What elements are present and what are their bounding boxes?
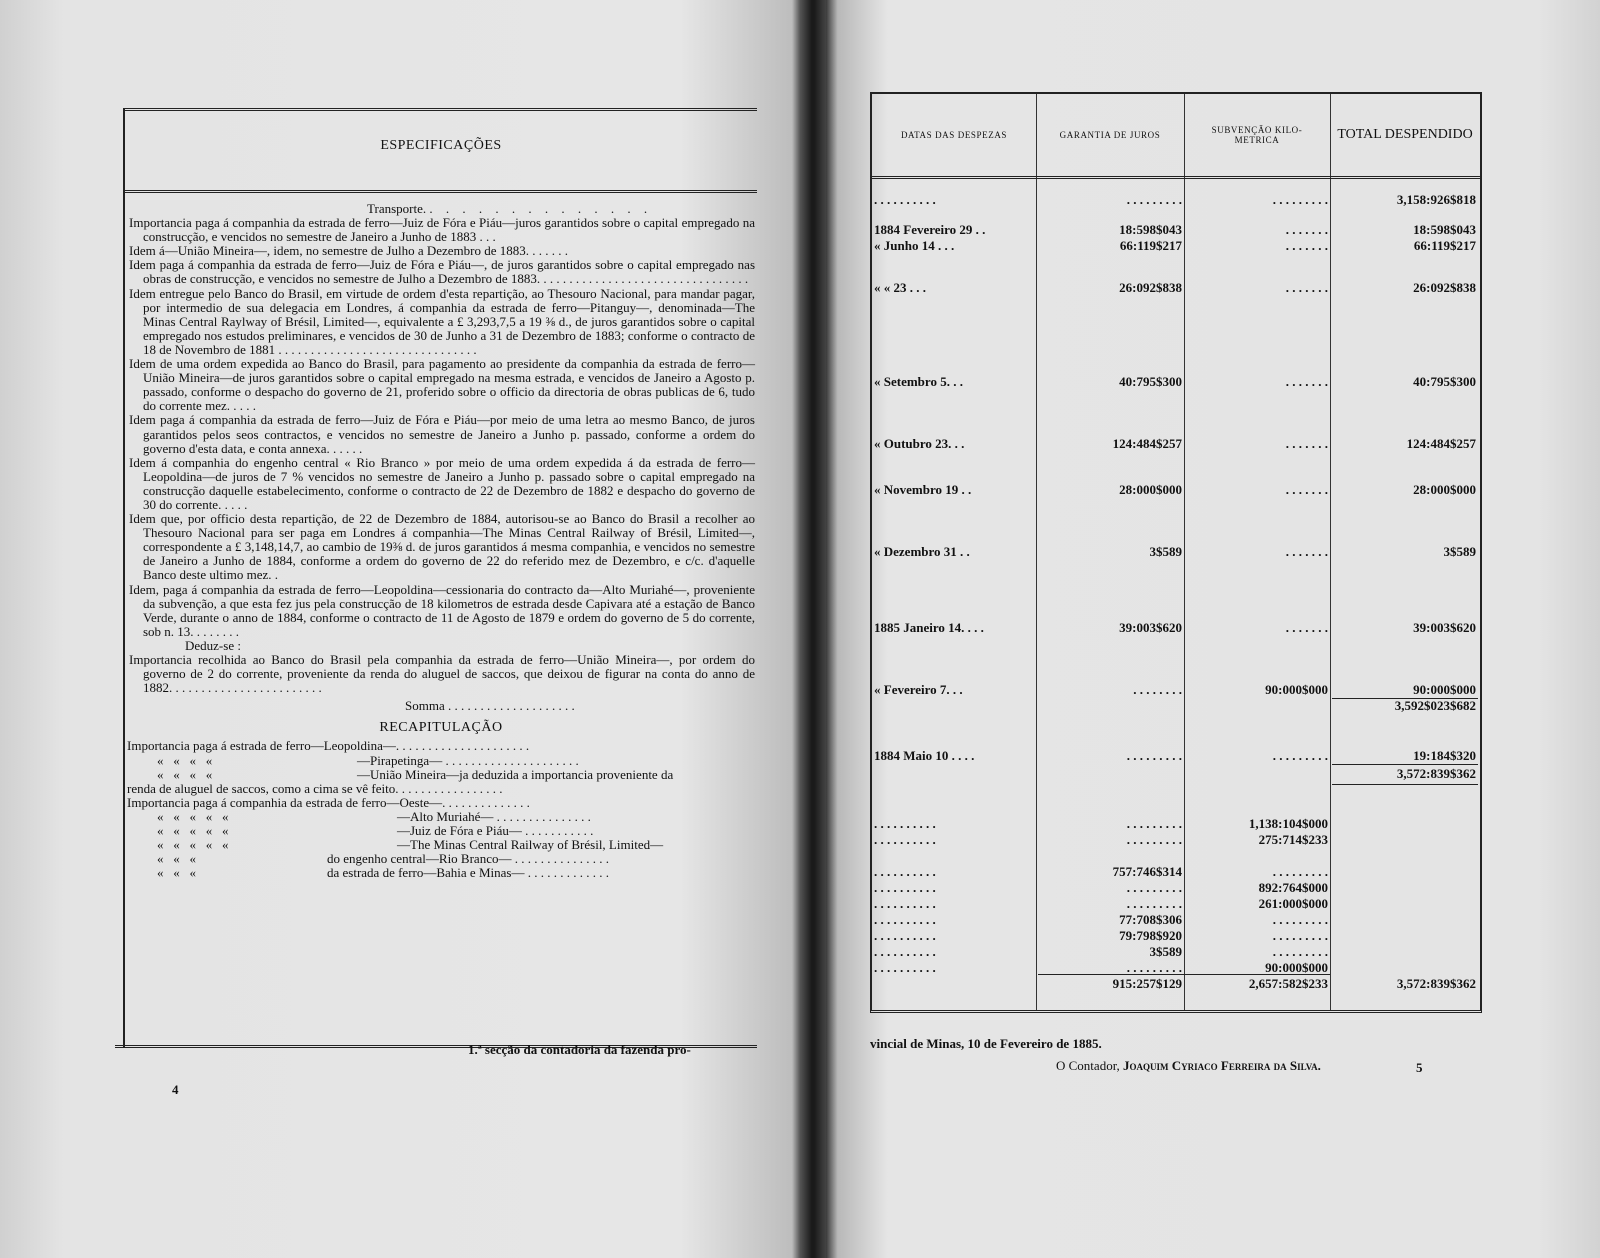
header-subvencao: SUBVENÇÃO KILO-METRICA (1211, 125, 1303, 145)
recap-text: —Alto Muriahé— . . . . . . . . . . . . . . . (397, 809, 591, 824)
recap-dots: . . . . . . . . . . (874, 928, 936, 943)
specifications-body (127, 202, 755, 880)
date-cell: « Fevereiro 7. . . (874, 682, 963, 697)
subtotal-cell: 3,592$023$682 (1394, 698, 1476, 713)
subvencao-cell: . . . . . . . (1285, 280, 1328, 295)
entry-9: Idem, paga á companhia da estrada de ferro—Leopoldina—cessionaria do contracto da—Alto Muriahé—, proveniente da subvenção, a que esta fez jus pela construcção de 18 kilometros de estrada desde Capivara até a estação de Banco Verde, durante o anno de 1884, conforme o contracto de 11 de Agosto de 1879 e ordem do governo de 5 do corrente, sob n. 13. . . . . . . . (129, 581, 755, 639)
recap-total-despendido: 3,572:839$362 (1396, 976, 1476, 991)
transport-line: Transporte. . . . . . . . . . . . . . . (367, 201, 653, 216)
total-cell: 18:598$043 (1413, 222, 1476, 237)
garantia-cell: 124:484$257 (1112, 436, 1182, 451)
total-cell: 39:003$620 (1413, 620, 1476, 635)
header-dates: DATAS DAS DESPEZAS (900, 130, 1008, 140)
recap-garantia: . . . . . . . . . (1126, 832, 1182, 847)
deduz-garantia-cell: . . . . . . . . . (1126, 748, 1182, 763)
garantia-cell: 28:000$000 (1119, 482, 1182, 497)
ditto-marks: « « « « « (157, 809, 229, 824)
subvencao-cell: . . . . . . . (1285, 620, 1328, 635)
specifications-frame (123, 108, 757, 1048)
header-garantia: GARANTIA DE JUROS (1059, 130, 1161, 140)
recap-subvencao: 261:000$000 (1258, 896, 1328, 911)
recap-text: Importancia paga á estrada de ferro—Leopoldina—. . . . . . . . . . . . . . . . . . . . . (127, 739, 530, 754)
subvencao-cell: . . . . . . . . . (1272, 192, 1328, 207)
ditto-marks: « « « « (157, 753, 213, 768)
ditto-marks: « « « « (157, 767, 213, 782)
deduz-total-cell: 19:184$320 (1413, 748, 1476, 763)
date-cell: 1884 Fevereiro 29 . . (874, 222, 986, 237)
subvencao-cell: . . . . . . . (1285, 222, 1328, 237)
recap-text: Importancia paga á companhia da estrada de ferro—Oeste—. . . . . . . . . . . . . . (127, 795, 530, 810)
recap-total-subvencao: 2,657:582$233 (1248, 976, 1328, 991)
expenses-table (870, 92, 1482, 1013)
recap-total-garantia: 915:257$129 (1112, 976, 1182, 991)
recap-dots: . . . . . . . . . . (874, 880, 936, 895)
recap-list (127, 739, 755, 880)
garantia-cell: 40:795$300 (1119, 374, 1182, 389)
subvencao-cell: . . . . . . . (1285, 238, 1328, 253)
total-cell: 26:092$838 (1413, 280, 1476, 295)
total-cell: 124:484$257 (1406, 436, 1476, 451)
recap-text: renda de aluguel de saccos, como a cima se vê feito. . . . . . . . . . . . . . . . . (127, 781, 503, 796)
recap-subvencao: 275:714$233 (1258, 832, 1328, 847)
total-cell: 3$589 (1443, 544, 1476, 559)
entry-7: Idem á companhia do engenho central « Rio Branco » por meio de uma ordem expedida á da estrada de ferro—Leopoldina—de juros de 7 % vencidos no semestre de Janeiro a Junho p. passado sobre o capital empregado na construcção daquelle estabelecimento, conforme o contracto de 22 de Dezembro de 1882 e despacho do governo de 30 do corrente. . . . . (129, 454, 755, 512)
date-cell: « Outubro 23. . . (874, 436, 965, 451)
ditto-marks: « « « « « (157, 838, 229, 853)
garantia-cell: . . . . . . . . (1133, 682, 1182, 697)
ditto-marks: « « « (157, 852, 196, 867)
recap-text: —The Minas Central Railway of Brésil, Limited— (397, 838, 664, 853)
left-page-number: 4 (172, 1082, 179, 1097)
recap-dots: . . . . . . . . . . (874, 960, 936, 975)
recap-line (127, 782, 755, 796)
entry-3: Idem paga á companhia da estrada de ferro—Juiz de Fóra e Piáu—, de juros garantidos sobre o capital empregado nas obras de construcção, e vencidos no semestre de Julho a Dezembro de 1883. . . . . . . . . . . . . . . . . . . . . . . . . . . . . . . . . (129, 257, 755, 287)
recap-title: RECAPITULAÇÃO (379, 720, 503, 736)
recap-subvencao: . . . . . . . . . (1272, 864, 1328, 879)
garantia-cell: . . . . . . . . . (1126, 192, 1182, 207)
recap-garantia: . . . . . . . . . (1126, 816, 1182, 831)
recap-line (127, 838, 755, 852)
total-cell: 66:119$217 (1413, 238, 1476, 253)
header-total: TOTAL DESPENDIDO (1337, 127, 1473, 142)
entry-1: Importancia paga á companhia da estrada de ferro—Juiz de Fóra e Piáu—juros garantidos sobre o capital empregado na construcção, e vencidos no semestre de Janeiro a Junho de 1883 . . . (129, 215, 755, 245)
subvencao-cell: . . . . . . . (1285, 482, 1328, 497)
somma-line: Somma . . . . . . . . . . . . . . . . . . . . (405, 698, 575, 714)
recap-garantia: . . . . . . . . . (1126, 880, 1182, 895)
recap-dots: . . . . . . . . . . (874, 912, 936, 927)
left-footer: 1.ª secção da contadoria da fazenda pro- (468, 1042, 691, 1057)
subvencao-cell: . . . . . . . (1285, 436, 1328, 451)
total-cell: 28:000$000 (1413, 482, 1476, 497)
entry-6: Idem paga á companhia da estrada de ferro—Juiz de Fóra e Piáu—por meio de uma letra ao mesmo Banco, de juros garantidos pelos seos contractos, e vencidos no semestre de Janeiro a Junho p. passado, conforme a ordem do governo d'esta data, e conta annexa. . . . . . (129, 412, 755, 456)
recap-garantia: 79:798$920 (1119, 928, 1182, 943)
date-cell: . . . . . . . . . . (874, 192, 936, 207)
date-cell: 1885 Janeiro 14. . . . (874, 620, 984, 635)
recap-text: do engenho central—Rio Branco— . . . . . . . . . . . . . . . (327, 852, 609, 867)
recap-line (127, 852, 755, 866)
recap-dots: . . . . . . . . . . (874, 896, 936, 911)
recap-subvencao: . . . . . . . . . (1272, 944, 1328, 959)
subvencao-cell: 90:000$000 (1265, 682, 1328, 697)
recap-dots: . . . . . . . . . . (874, 864, 936, 879)
recap-line (127, 866, 755, 880)
ditto-marks: « « « « « (157, 824, 229, 839)
recap-dots: . . . . . . . . . . (874, 832, 936, 847)
date-cell: « Setembro 5. . . (874, 374, 963, 389)
recap-line (127, 768, 755, 782)
garantia-cell: 3$589 (1149, 544, 1182, 559)
book-gutter (800, 0, 826, 1258)
recap-line (127, 796, 755, 810)
recap-text: —Juiz de Fóra e Piáu— . . . . . . . . . . . (397, 824, 594, 839)
recap-garantia: . . . . . . . . . (1126, 896, 1182, 911)
garantia-cell: 26:092$838 (1119, 280, 1182, 295)
recap-dots: . . . . . . . . . . (874, 944, 936, 959)
garantia-cell: 66:119$217 (1119, 238, 1182, 253)
total-cell: 40:795$300 (1413, 374, 1476, 389)
recap-line (127, 739, 755, 753)
recap-subvencao: 90:000$000 (1265, 960, 1328, 975)
somma-rule-2 (1332, 784, 1478, 785)
recap-garantia: . . . . . . . . . (1126, 960, 1182, 975)
recap-text: —União Mineira—ja deduzida a importancia proveniente da (357, 767, 674, 782)
deduz-entry: Importancia recolhida ao Banco do Brasil pela companhia da estrada de ferro—União Mineira—, por ordem do governo de 2 do corrente, proveniente da renda do aluguel de saccos, que deixou de figurar na conta do anno de 1882. . . . . . . . . . . . . . . . . . . . . . . . (129, 652, 755, 696)
somma-rule (1332, 764, 1478, 765)
recap-garantia: 3$589 (1149, 944, 1182, 959)
right-page (826, 0, 1600, 1258)
recap-text: —Pirapetinga— . . . . . . . . . . . . . . . . . . . . . (357, 753, 579, 768)
garantia-cell: 39:003$620 (1119, 620, 1182, 635)
date-cell: « « 23 . . . (874, 280, 926, 295)
date-cell: « Novembro 19 . . (874, 482, 972, 497)
total-cell: 3,158:926$818 (1396, 192, 1476, 207)
somma-total-cell: 3,572:839$362 (1396, 766, 1476, 781)
deduz-subvencao-cell: . . . . . . . . . (1272, 748, 1328, 763)
date-cell: « Dezembro 31 . . (874, 544, 970, 559)
deduz-date-cell: 1884 Maio 10 . . . . (874, 748, 975, 763)
total-cell: 90:000$000 (1413, 682, 1476, 697)
recap-line (127, 824, 755, 838)
recap-garantia: 757:746$314 (1112, 864, 1182, 879)
recap-line (127, 810, 755, 824)
recap-dots: . . . . . . . . . . (874, 816, 936, 831)
recap-subvencao: 892:764$000 (1258, 880, 1328, 895)
date-cell: « Junho 14 . . . (874, 238, 955, 253)
recap-total-rule (1038, 974, 1330, 975)
entry-4: Idem entregue pelo Banco do Brasil, em virtude de ordem d'esta repartição, ao Thesouro Nacional, para mandar pagar, por intermedio de sua delegacia em Londres, á companhia da estrada de ferro—Pitanguy—, denominada—The Minas Central Raylway of Brésil, Limited—, equivalente a £ 3,293,7,5 a 19 ⅜ d., de juros garantidos sobre o capital empregado nos estudos preliminares, e vencidos de 30 de Junho a 31 de Dezembro de 1883; conforme o contracto de 18 de Novembro de 1881 . . . . . . . . . . . . . . . . . . . . . . . . . . . . . . . (129, 285, 755, 357)
recap-line (127, 754, 755, 768)
entry-8: Idem que, por officio desta repartição, de 22 de Dezembro de 1884, autorisou-se ao Banco do Brasil a recolher ao Thesouro Nacional para ser paga em Londres á companhia—The Minas Central Railway of Brésil, Limited—, correspondente a £ 3,148,14,7, ao cambio de 19⅜ d. de juros garantidos á mesma companhia, e vencidos no semestre de Janeiro a Junho de 1884, conforme a ordem do governo de 22 do referido mez de Dezembro, e c/c. d'aquelle Banco deste ultimo mez. . (129, 511, 755, 583)
recap-subvencao: 1,138:104$000 (1248, 816, 1328, 831)
recap-text: da estrada de ferro—Bahia e Minas— . . . . . . . . . . . . . (327, 866, 609, 881)
subvencao-cell: . . . . . . . (1285, 374, 1328, 389)
right-footer-line: vincial de Minas, 10 de Fevereiro de 1885. (870, 1036, 1102, 1051)
recap-subvencao: . . . . . . . . . (1272, 912, 1328, 927)
specifications-title: ESPECIFICAÇÕES (380, 138, 502, 153)
entry-5: Idem de uma ordem expedida ao Banco do Brasil, para pagamento ao presidente da companhia da estrada de ferro—União Mineira—de juros garantidos sobre o capital empregado na mesma estrada, e vencidos de Janeiro a Agosto p. passado, conforme o despacho do governo de 21, proferido sobre o officio da directoria de obras publicas de 6, tudo do corrente mez. . . . . (129, 356, 755, 414)
ditto-marks: « « « (157, 866, 196, 881)
subvencao-cell: . . . . . . . (1285, 544, 1328, 559)
entry-2: Idem á—União Mineira—, idem, no semestre de Julho a Dezembro de 1883. . . . . . . (129, 243, 568, 259)
right-page-number: 5 (1416, 1060, 1423, 1075)
recap-garantia: 77:708$306 (1119, 912, 1182, 927)
garantia-cell: 18:598$043 (1119, 222, 1182, 237)
recap-subvencao: . . . . . . . . . (1272, 928, 1328, 943)
right-footer-signature: O Contador, Joaquim Cyriaco Ferreira da Silva. (1056, 1058, 1321, 1073)
deduz-heading: Deduz-se : (185, 637, 241, 653)
